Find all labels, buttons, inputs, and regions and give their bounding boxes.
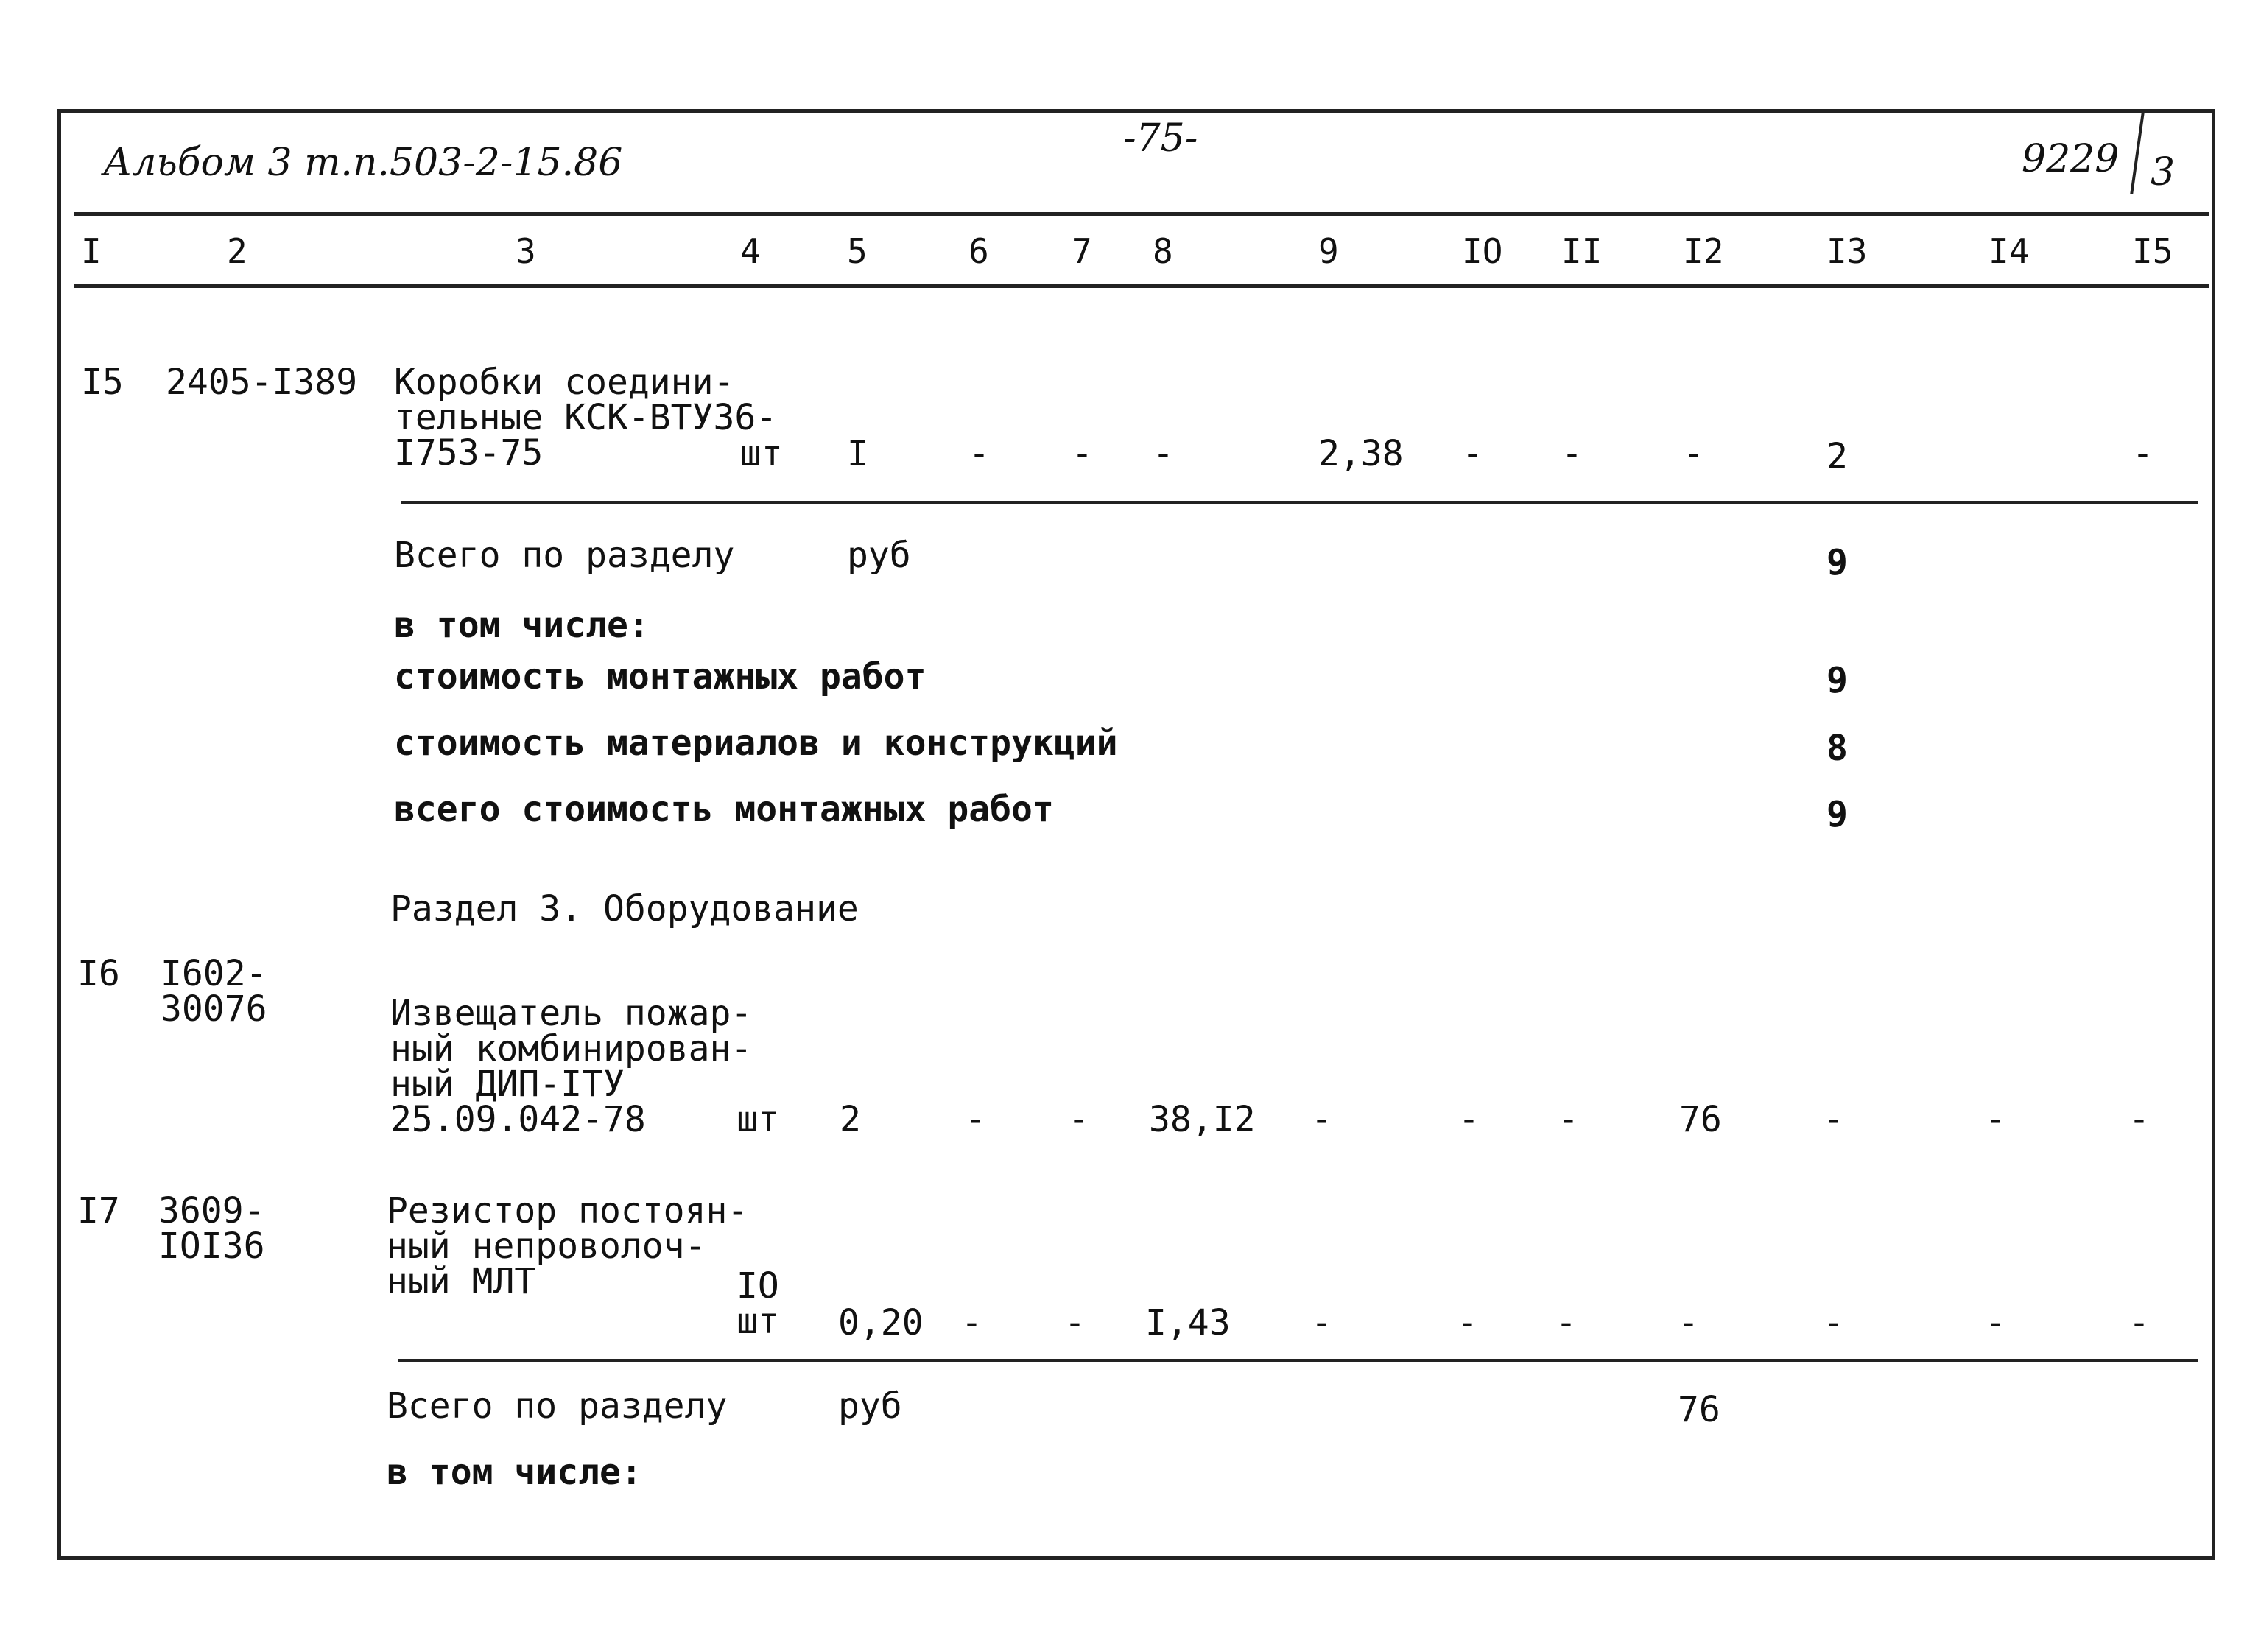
col-10-value: -	[1457, 1302, 1478, 1343]
col-11-value: -	[1558, 1099, 1579, 1140]
section-heading: Раздел 3. Оборудование	[390, 888, 859, 929]
total-mount-label: всего стоимость монтажных работ	[394, 789, 1054, 830]
col-5-value: 2	[840, 1099, 861, 1140]
col-12-value: -	[1683, 433, 1704, 474]
col-7-value: -	[1064, 1302, 1086, 1343]
col-11-value: -	[1555, 1302, 1577, 1343]
col-num-10: IO	[1462, 231, 1503, 271]
page-number: -75-	[1123, 116, 1198, 161]
item-name: Извещатель пожар- ный комбинирован- ный ДИП-IТУ 25.09.042-78	[390, 993, 753, 1140]
col-15-value: -	[2128, 1302, 2150, 1343]
sheet-number: 3	[2151, 150, 2176, 194]
col-num-14: I4	[1989, 231, 2030, 271]
col-14-value: -	[1985, 1099, 2006, 1140]
row-number: I6	[77, 953, 120, 994]
col-7-value: -	[1068, 1099, 1089, 1140]
including-label: в том числе:	[387, 1452, 642, 1493]
mount-cost-value: 9	[1826, 660, 1848, 701]
col-14-value: -	[1985, 1302, 2006, 1343]
total-value: 76	[1678, 1389, 1720, 1430]
total-mount-value: 9	[1826, 794, 1848, 835]
col-num-4: 4	[740, 231, 761, 271]
col-13-value: -	[1823, 1302, 1844, 1343]
col-8-value: I,43	[1145, 1302, 1231, 1343]
col-13-value: -	[1823, 1099, 1844, 1140]
col-12-value: -	[1678, 1302, 1699, 1343]
col-15-value: -	[2128, 1099, 2150, 1140]
col-5-value: 0,20	[838, 1302, 924, 1343]
col-num-13: I3	[1826, 231, 1868, 271]
subtotal-rule	[398, 1359, 2198, 1362]
total-label: Всего по разделу	[394, 535, 735, 576]
col-num-8: 8	[1153, 231, 1173, 271]
col-8-value: 38,I2	[1149, 1099, 1256, 1140]
col-10-value: -	[1458, 1099, 1480, 1140]
unit: шт	[740, 433, 783, 474]
materials-cost-label: стоимость материалов и конструкций	[394, 723, 1118, 764]
row-number: I7	[77, 1190, 120, 1231]
col-9-value: 2,38	[1318, 433, 1404, 474]
total-value: 9	[1826, 542, 1848, 583]
row-number: I5	[81, 362, 124, 403]
col-6-value: -	[965, 1099, 986, 1140]
item-code: 2405-I389	[166, 362, 358, 403]
item-code: 3609- IOI36	[158, 1190, 265, 1267]
header-rule	[74, 212, 2209, 216]
album-title: Альбом 3 т.п.503-2-15.86	[103, 141, 623, 185]
materials-cost-value: 8	[1826, 728, 1848, 769]
col-9-value: -	[1311, 1302, 1332, 1343]
col-6-value: -	[961, 1302, 982, 1343]
col-10-value: -	[1462, 433, 1483, 474]
col-12-value: 76	[1679, 1099, 1722, 1140]
col-num-7: 7	[1072, 231, 1092, 271]
col-num-5: 5	[847, 231, 868, 271]
col-num-15: I5	[2132, 231, 2173, 271]
item-name: Коробки соедини- тельные КСК-ВТУ36- I753-75	[394, 362, 778, 474]
document-code: 9229	[2022, 137, 2120, 181]
page-frame	[57, 109, 2215, 1560]
col-num-3: 3	[516, 231, 536, 271]
item-name: Резистор постоян- ный непроволоч- ный МЛТ	[387, 1190, 749, 1302]
item-code: I602- 30076	[161, 953, 267, 1030]
subtotal-rule	[401, 501, 2198, 504]
col-8-value: -	[1153, 433, 1174, 474]
col-num-6: 6	[968, 231, 989, 271]
total-unit: руб	[838, 1385, 902, 1427]
col-num-1: I	[81, 231, 102, 271]
col-7-value: -	[1072, 433, 1093, 474]
col-6-value: -	[968, 433, 990, 474]
col-num-12: I2	[1683, 231, 1724, 271]
including-label: в том числе:	[394, 605, 650, 646]
col-11-value: -	[1561, 433, 1583, 474]
col-13-value: 2	[1826, 436, 1848, 477]
column-numbers-rule	[74, 284, 2209, 288]
total-unit: руб	[847, 535, 911, 576]
unit: шт	[736, 1099, 779, 1140]
total-label: Всего по разделу	[387, 1385, 728, 1427]
col-num-9: 9	[1318, 231, 1339, 271]
mount-cost-label: стоимость монтажных работ	[394, 656, 926, 697]
unit: IO шт	[736, 1265, 779, 1342]
col-15-value: -	[2132, 433, 2153, 474]
col-num-11: II	[1561, 231, 1603, 271]
col-num-2: 2	[227, 231, 247, 271]
col-5-value: I	[847, 433, 868, 474]
col-9-value: -	[1311, 1099, 1332, 1140]
